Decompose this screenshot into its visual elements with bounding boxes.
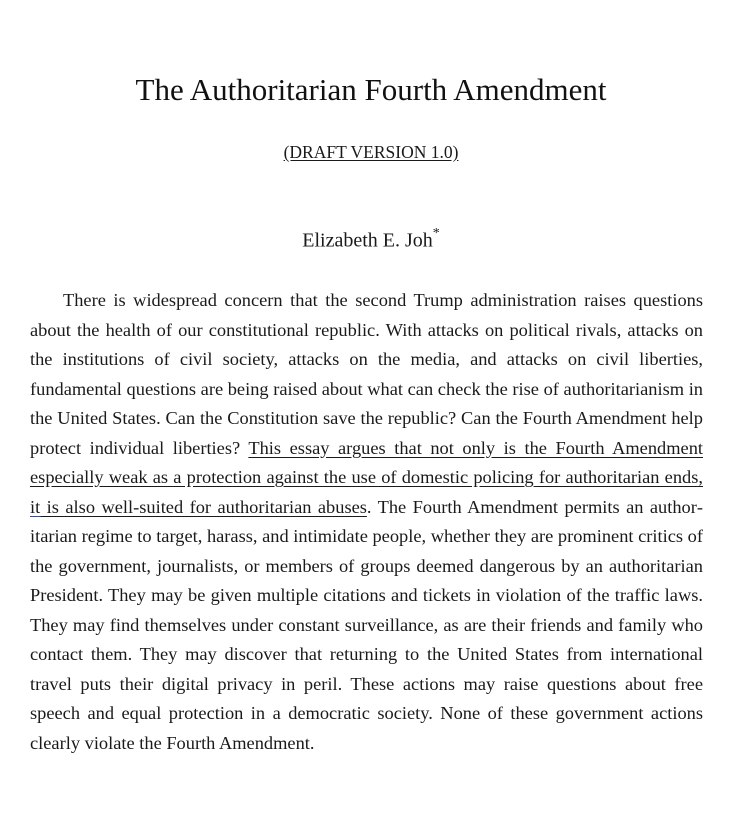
thesis-underlined-it: it — [30, 496, 41, 517]
author-footnote-mark: * — [432, 226, 440, 241]
author-name: Elizabeth E. Joh — [302, 229, 433, 252]
document-title: The Authoritarian Fourth Amendment — [135, 72, 607, 107]
thesis-underlined-text: This essay argues that not only is the Fourth Amendment especially weak as a protection against the use of domestic policing for authoritarian ends, — [30, 437, 704, 487]
draft-version-label — [0, 140, 742, 164]
paragraph-text-intro: There is widespread concern that the second Trump administration raises questions about the health of our constitutional republic. With attacks on political rivals, attacks on the institutions of civil society, attacks on the media, and attacks on civil liberties, fundamental questions are being raised about what can check the rise of authoritarianism in the United States. Can the Constitution save the republic? Can the Fourth Amendment help protect individual liberties? — [30, 290, 703, 458]
draft-version-text: (DRAFT VERSION 1.0) — [283, 142, 459, 162]
thesis-underlined-text-end: is also well-suited for authoritarian abuses — [40, 496, 367, 517]
body-paragraph — [30, 286, 703, 758]
paragraph-text-rest: . The Fourth Amendment permits an authoritarian regime to target, harass, and intimidate people, whether they are prominent critics of the government, journalists, or members of groups deemed dangerous by an authoritarian President. They may be given multiple citations and tickets in violation of the traffic laws. They may find themselves under constant surveillance, as are their friends and family who contact them. They may discover that returning to the United States from international travel puts their digital privacy in peril. These actions may raise questions about free speech and equal protection in a democratic society. None of these government actions clearly violate the Fourth Amendment. — [30, 496, 703, 753]
author-line — [0, 222, 742, 255]
